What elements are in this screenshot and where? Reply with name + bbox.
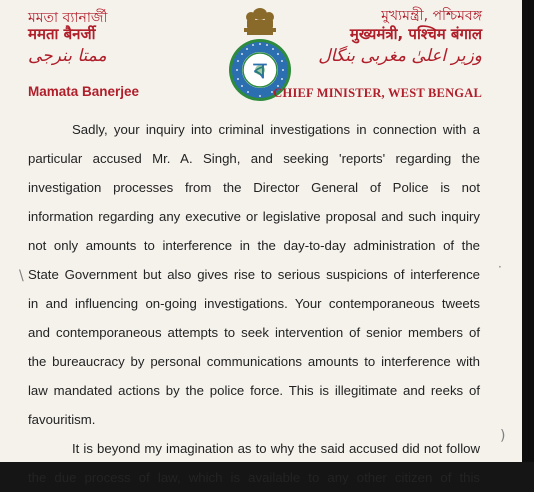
name-hindi: ममता बैनर्जी — [28, 25, 96, 43]
body-line: and contemporaneous attempts to seek intervention of senior members of — [28, 325, 480, 340]
scan-mark: · — [498, 260, 502, 274]
body-line: particular accused Mr. A. Singh, and seeking 'reports' regarding the — [28, 151, 480, 166]
body-line: not only amounts to interference in the day-to-day administration of the — [28, 238, 480, 253]
name-urdu: ممتا بنرجی — [28, 46, 107, 66]
letter-body — [28, 115, 480, 492]
body-line: investigation processes from the Director General of Police is not — [28, 180, 480, 195]
body-line: the bureaucracy by personal communications amounts to interference with — [28, 354, 480, 369]
title-urdu: وزیر اعلیٰ مغربی بنگال — [318, 46, 482, 66]
name-bengali: মমতা ব্যানার্জী — [28, 10, 108, 26]
scan-border — [522, 0, 534, 462]
body-line: information regarding any executive or legislative proposal and such inquiry — [28, 209, 480, 224]
scan-mark: ) — [500, 428, 506, 444]
body-line: law mandated actions by the police force. This is illegitimate and reeks of — [28, 383, 480, 398]
title-bengali: মুখ্যমন্ত্রী, পশ্চিমবঙ্গ — [381, 8, 482, 24]
name-english: Mamata Banerjee — [28, 84, 140, 99]
body-line: State Government but also gives rise to serious suspicions of interference — [28, 267, 480, 282]
body-line: favouritism. — [28, 412, 96, 427]
svg-text:ব: ব — [253, 59, 267, 84]
body-line: in and influencing on-going investigations. Your contemporaneous tweets — [28, 296, 480, 311]
title-english: CHIEF MINISTER, WEST BENGAL — [273, 86, 482, 100]
body-line: the due process of law, which is available to any other citizen of this — [28, 470, 480, 485]
title-hindi: मुख्यमंत्री, पश्चिम बंगाल — [349, 25, 482, 43]
scan-mark: \ — [19, 268, 24, 284]
body-line: It is beyond my imagination as to why the said accused did not follow — [72, 441, 480, 456]
body-line: Sadly, your inquiry into criminal investigations in connection with a — [72, 122, 480, 137]
